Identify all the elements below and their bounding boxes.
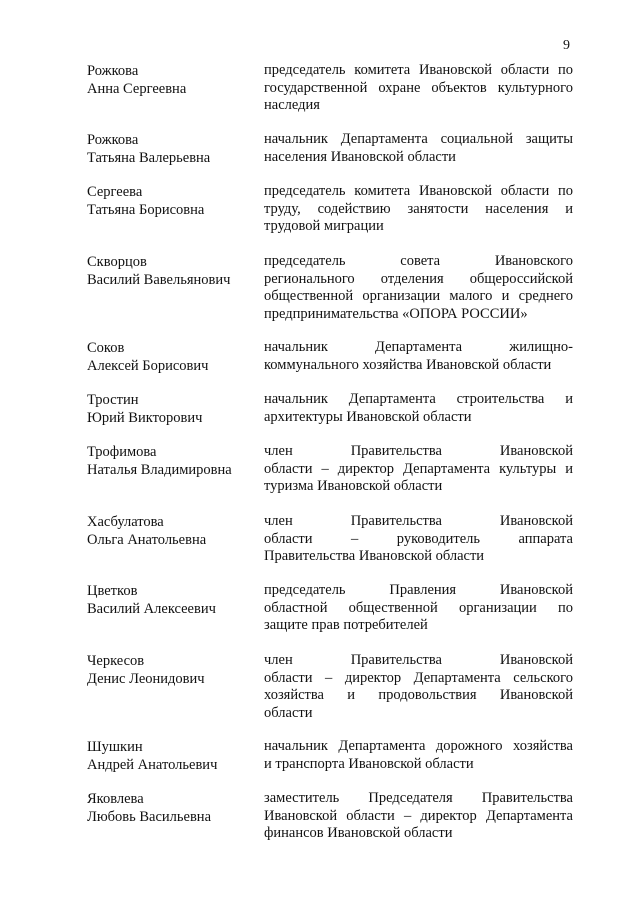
position-line: населения Ивановской области (264, 148, 456, 165)
member-given-names: Анна Сергеевна (87, 81, 187, 97)
position-line: член Правительства Ивановской (264, 513, 573, 529)
member-given-names: Андрей Анатольевич (87, 757, 218, 773)
member-name (87, 582, 252, 618)
position-line: туризма Ивановской области (264, 478, 443, 494)
member-position (264, 391, 573, 426)
position-line: коммунального хозяйства Ивановской области (264, 356, 552, 373)
position-line: регионального отделения общероссийской (264, 270, 573, 287)
member-surname: Шушкин (87, 739, 143, 755)
member-name (87, 652, 252, 688)
position-line: заместитель Председателя Правительства (264, 790, 573, 806)
position-line: Ивановской области – директор Департамента (264, 807, 573, 824)
member-name (87, 339, 252, 375)
position-line: области – директор Департамента культуры и (264, 460, 573, 477)
member-position (264, 582, 573, 635)
member-surname: Цветков (87, 583, 138, 599)
member-position (264, 738, 573, 773)
member-name (87, 513, 252, 549)
member-surname: Трофимова (87, 444, 157, 460)
member-position (264, 131, 573, 166)
position-line: начальник Департамента жилищно- (264, 339, 573, 355)
position-line: член Правительства Ивановской (264, 652, 573, 668)
position-line: архитектуры Ивановской области (264, 408, 472, 425)
member-surname: Рожкова (87, 132, 139, 148)
position-line: области – руководитель аппарата (264, 530, 573, 547)
position-line: председатель Правления Ивановской (264, 582, 573, 598)
position-line: трудовой миграции (264, 218, 384, 234)
member-surname: Тростин (87, 392, 139, 408)
member-given-names: Любовь Васильевна (87, 809, 212, 825)
member-given-names: Татьяна Борисовна (87, 202, 205, 218)
position-line: начальник Департамента социальной защиты (264, 131, 573, 147)
position-line: финансов Ивановской области (264, 825, 453, 841)
position-line: труду, содействию занятости населения и (264, 200, 573, 217)
position-line: Правительства Ивановской области (264, 548, 485, 564)
position-line: и транспорта Ивановской области (264, 755, 474, 772)
position-line: областной общественной организации по (264, 599, 573, 616)
member-surname: Хасбулатова (87, 514, 164, 530)
member-name (87, 391, 252, 427)
member-given-names: Ольга Анатольевна (87, 532, 207, 548)
member-name (87, 131, 252, 167)
position-line: председатель совета Ивановского (264, 253, 573, 269)
member-surname: Черкесов (87, 653, 145, 669)
member-position (264, 443, 573, 496)
position-line: хозяйства и продовольствия Ивановской (264, 687, 573, 703)
page-number: 9 (563, 38, 570, 53)
position-line: начальник Департамента строительства и (264, 391, 573, 407)
member-surname: Яковлева (87, 791, 144, 807)
position-line: области – директор Департамента сельского (264, 669, 573, 686)
member-name (87, 253, 252, 289)
position-line: защите прав потребителей (264, 617, 428, 633)
position-line: председатель комитета Ивановской области по (264, 183, 573, 199)
member-position (264, 790, 573, 843)
position-line: государственной охране объектов культурного (264, 79, 573, 96)
member-name (87, 738, 252, 774)
position-line: наследия (264, 97, 320, 113)
position-line: области (264, 704, 313, 721)
member-given-names: Юрий Викторович (87, 410, 203, 426)
member-given-names: Алексей Борисович (87, 358, 209, 374)
member-position (264, 253, 573, 323)
member-surname: Скворцов (87, 254, 147, 270)
member-given-names: Наталья Владимировна (87, 462, 232, 478)
member-surname: Сергеева (87, 184, 143, 200)
member-position (264, 339, 573, 374)
member-name (87, 443, 252, 479)
member-name (87, 183, 252, 219)
member-position (264, 62, 573, 115)
member-name (87, 790, 252, 826)
member-given-names: Денис Леонидович (87, 671, 205, 687)
member-given-names: Василий Вавельянович (87, 272, 231, 288)
member-surname: Соков (87, 340, 125, 356)
member-given-names: Василий Алексеевич (87, 601, 216, 617)
position-line: предпринимательства «ОПОРА РОССИИ» (264, 305, 528, 322)
member-position (264, 652, 573, 722)
member-name (87, 62, 252, 98)
position-line: председатель комитета Ивановской области по (264, 62, 573, 78)
member-given-names: Татьяна Валерьевна (87, 150, 211, 166)
member-position (264, 513, 573, 566)
member-surname: Рожкова (87, 63, 139, 79)
position-line: начальник Департамента дорожного хозяйства (264, 738, 573, 754)
position-line: общественной организации малого и среднего (264, 288, 573, 304)
member-position (264, 183, 573, 236)
position-line: член Правительства Ивановской (264, 443, 573, 459)
